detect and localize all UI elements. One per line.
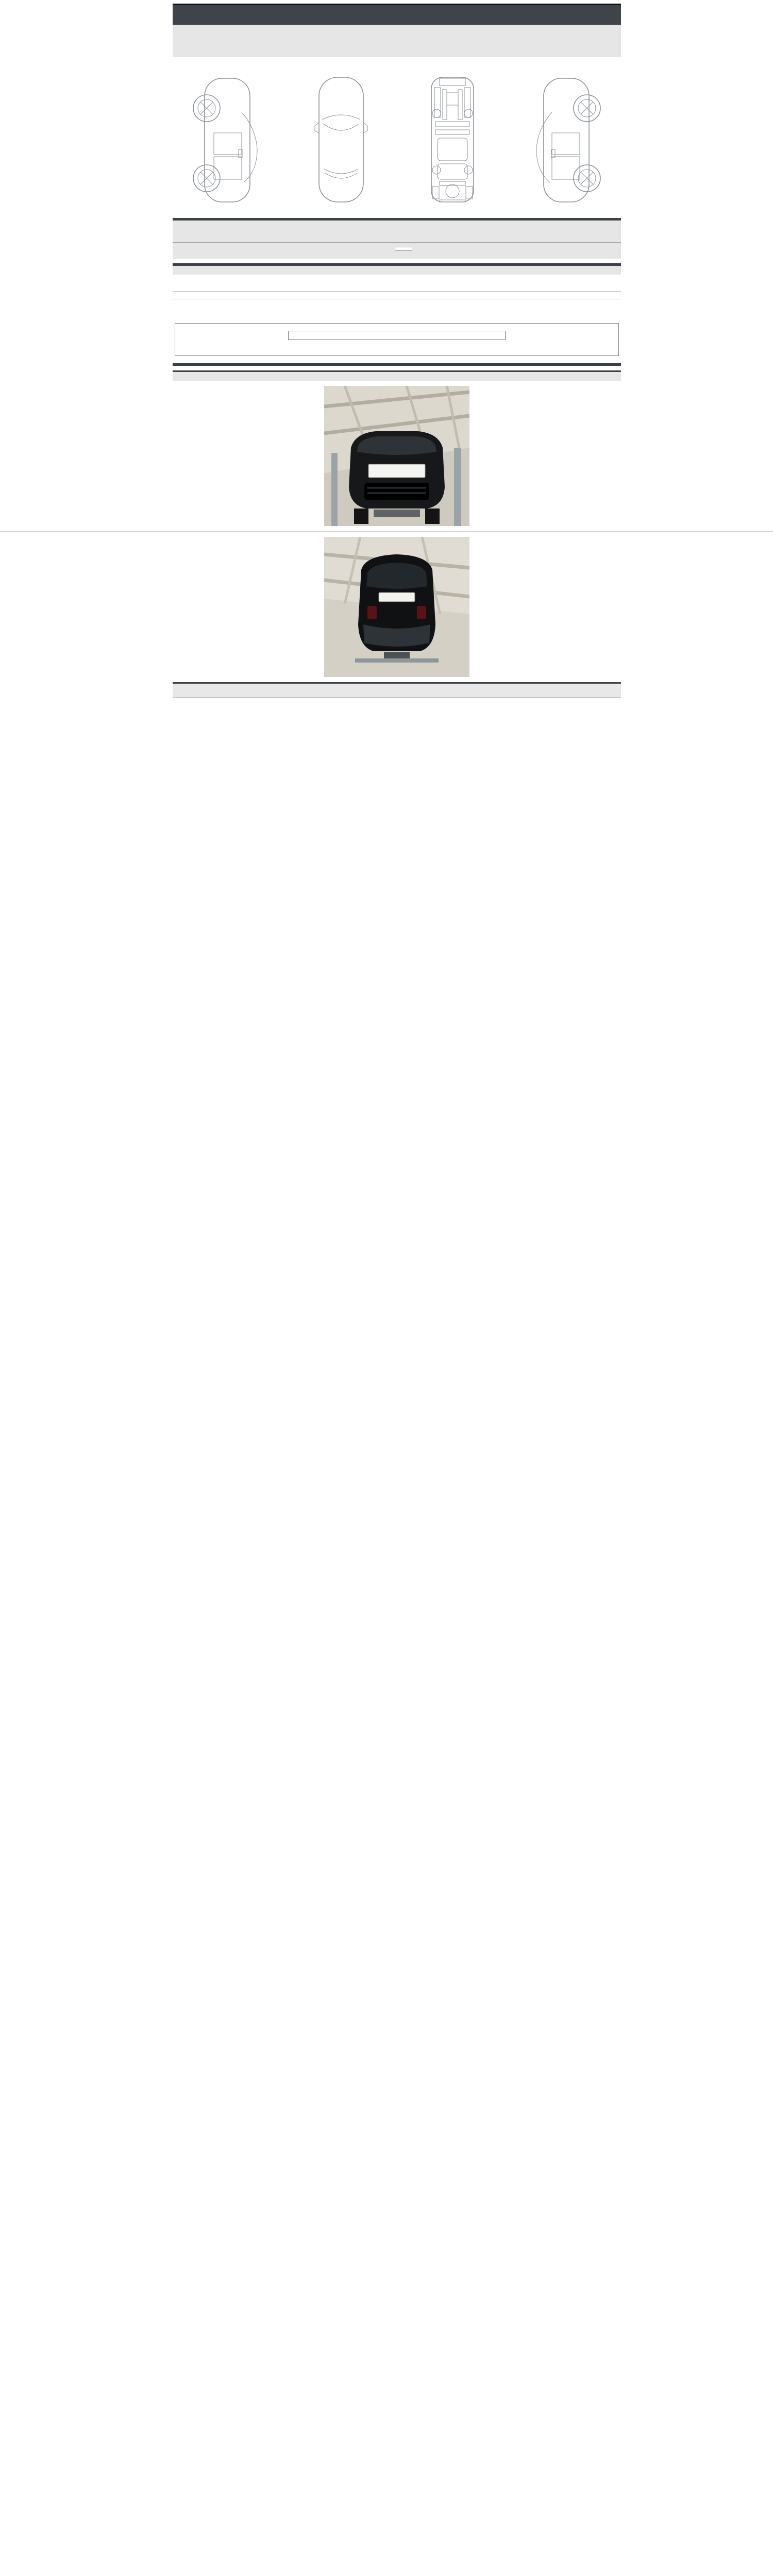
price-definition-box (175, 323, 619, 356)
inspection-record-document (173, 0, 621, 698)
car-diagram-top (292, 72, 390, 206)
inspection-photos (173, 386, 621, 677)
photo-front-underside (324, 386, 469, 526)
car-diagram-bottom (404, 72, 501, 206)
section-notices-header (173, 266, 621, 275)
signature-band (173, 682, 621, 698)
notices-body (173, 275, 621, 356)
section-overall-header (173, 36, 621, 46)
page (0, 0, 773, 698)
document-number (173, 16, 621, 25)
section-other-header (173, 231, 621, 242)
form-reference-note (157, 0, 621, 4)
damage-code-legend (173, 57, 621, 63)
car-damage-diagrams (173, 69, 621, 213)
diagram-note (173, 63, 621, 69)
title-band (173, 5, 621, 25)
section-detail-header (173, 221, 621, 231)
photo-divider (0, 531, 773, 532)
car-diagram-side-right (515, 72, 613, 206)
photo-rear-underside (324, 537, 469, 677)
section-photos-header (173, 370, 621, 381)
section-accident-header (173, 46, 621, 57)
car-diagram-side-left (181, 72, 279, 206)
final-price-band (173, 242, 621, 259)
final-price-value (395, 247, 412, 251)
price-definition-title (288, 331, 506, 340)
notices-head-1 (173, 277, 621, 291)
section-basic-info-header (173, 25, 621, 36)
notices-head-2 (173, 299, 621, 314)
